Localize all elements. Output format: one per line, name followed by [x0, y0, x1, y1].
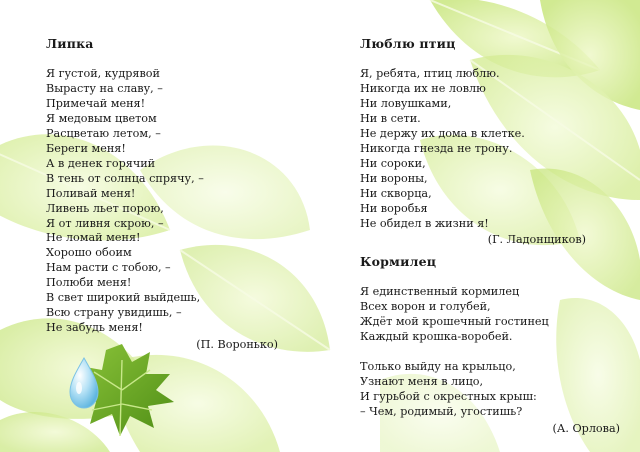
- poem-line: Поливай меня!: [46, 186, 136, 200]
- poem-line: Ни сороки,: [360, 156, 426, 170]
- maple-leaf-with-water-drop-icon: [62, 340, 182, 440]
- poem-line: Ждёт мой крошечный гостинец: [360, 314, 549, 328]
- poem-line: Я густой, кудрявой: [46, 67, 160, 80]
- poem-kormilets: [360, 254, 620, 435]
- poem-line: Примечай меня!: [46, 96, 146, 110]
- poem-line: Береги меня!: [46, 141, 126, 155]
- poem-line: Не забудь меня!: [46, 321, 143, 335]
- poem-line: Вырасту на славу, –: [46, 81, 163, 95]
- poem-line: Я, ребята, птиц люблю.: [360, 67, 500, 80]
- poem-line: Ни скворца,: [360, 186, 432, 200]
- poem-line: Узнают меня в лицо,: [360, 374, 484, 388]
- poem-lines: [360, 285, 620, 420]
- poem-line: Ни в сети.: [360, 111, 421, 125]
- poem-line: Ни ловушками,: [360, 96, 452, 110]
- poem-line: Не обидел в жизни я!: [360, 216, 489, 230]
- poem-lines: [360, 67, 586, 231]
- poem-line: Всю страну увидишь, –: [46, 306, 182, 320]
- poem-line: Ни вороны,: [360, 171, 428, 185]
- poem-lyublyu-ptits: [360, 36, 586, 246]
- poem-line: Нам расти с тобою, –: [46, 261, 171, 275]
- poem-author: (Г. Ладонщиков): [487, 233, 586, 247]
- poem-line: Я от ливня скрою, –: [46, 216, 164, 230]
- poem-line: Не ломай меня!: [46, 231, 141, 245]
- poem-line: Не держу их дома в клетке.: [360, 126, 525, 140]
- poem-lipka: [46, 36, 278, 351]
- poem-line: Я единственный кормилец: [360, 285, 520, 298]
- poem-title: Липка: [46, 36, 94, 51]
- poem-line: Ливень льет порою,: [46, 201, 164, 215]
- poem-lines: [46, 67, 278, 336]
- poem-line: Я медовым цветом: [46, 111, 157, 125]
- poem-line: В свет широкий выйдешь,: [46, 291, 201, 305]
- poem-line: Никогда гнезда не трону.: [360, 141, 513, 155]
- poem-line: В тень от солнца спрячу, –: [46, 171, 204, 185]
- poem-line: И гурьбой с окрестных крыш:: [360, 389, 537, 403]
- poem-line: Только выйду на крыльцо,: [360, 359, 516, 373]
- poem-author: (А. Орлова): [552, 421, 620, 435]
- poem-line: Никогда их не ловлю: [360, 81, 486, 95]
- poem-title: Люблю птиц: [360, 36, 456, 51]
- poem-line: – Чем, родимый, угостишь?: [360, 404, 523, 418]
- poem-line: Хорошо обоим: [46, 246, 132, 260]
- poem-line: Каждый крошка-воробей.: [360, 329, 513, 343]
- poem-title: Кормилец: [360, 254, 437, 269]
- poem-line: Ни воробья: [360, 201, 428, 215]
- poem-line: Всех ворон и голубей,: [360, 299, 491, 313]
- poem-line: Расцветаю летом, –: [46, 126, 161, 140]
- poem-line: А в денек горячий: [46, 156, 156, 170]
- poem-author: (П. Воронько): [196, 338, 278, 352]
- stanza-break: [360, 345, 620, 360]
- poem-line: Полюби меня!: [46, 276, 132, 290]
